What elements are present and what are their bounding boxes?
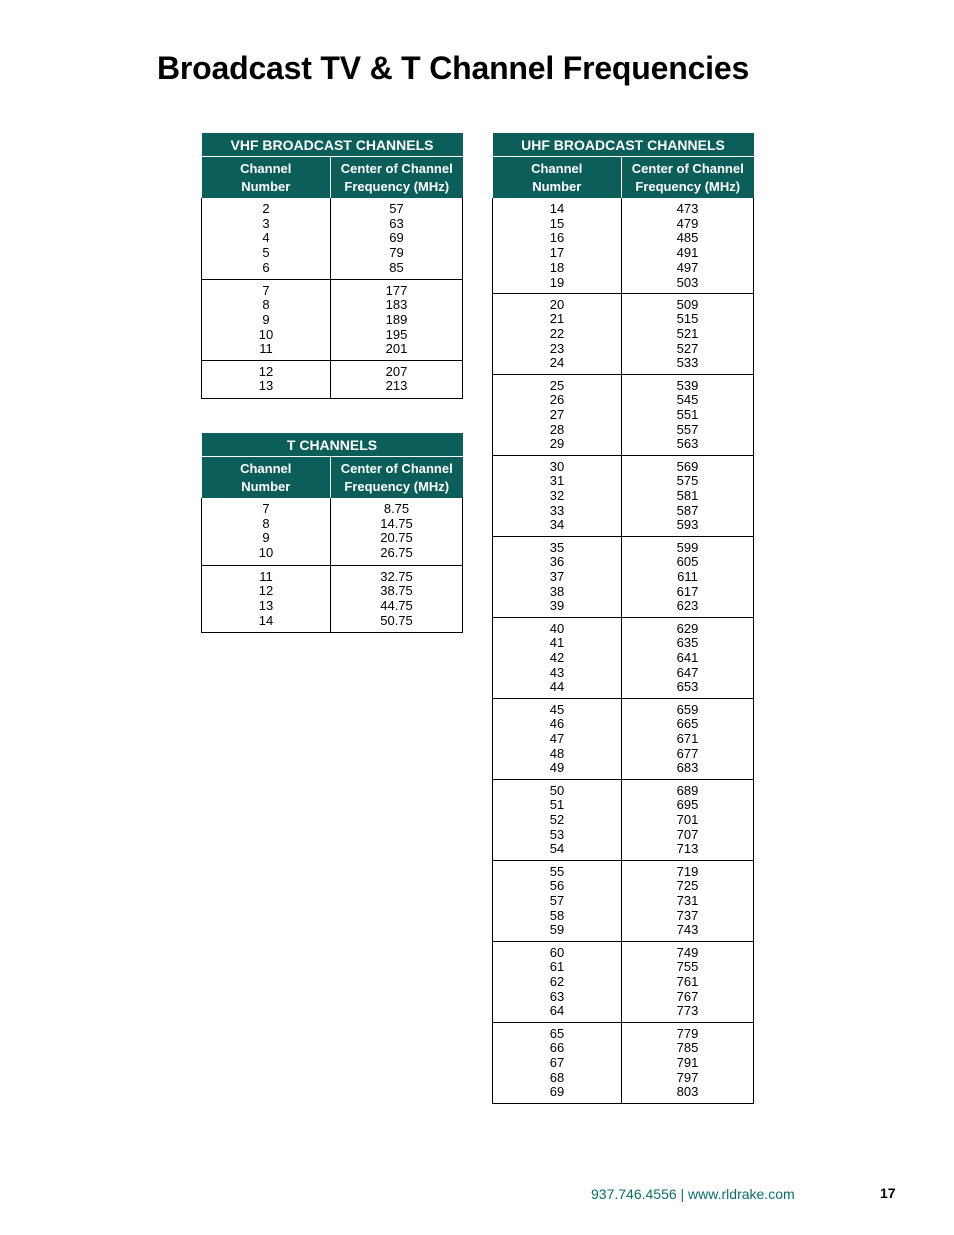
table-row [202,498,463,565]
channel-number-cell: 30 31 32 33 34 [493,455,622,536]
frequency-cell: 473 479 485 491 497 503 [622,198,754,293]
frequency-cell: 719 725 731 737 743 [622,860,754,941]
channel-number-cell: 45 46 47 48 49 [493,698,622,779]
frequency-cell: 749 755 761 767 773 [622,941,754,1022]
channel-number-cell: 2 3 4 5 6 [202,198,331,279]
frequency-cell: 207 213 [331,360,463,398]
channel-number-cell: 11 12 13 14 [202,565,331,632]
frequency-cell: 177 183 189 195 201 [331,279,463,360]
footer-contact: 937.746.4556 | www.rldrake.com [591,1186,795,1202]
table-row [493,860,754,941]
channel-number-cell: 14 15 16 17 18 19 [493,198,622,293]
frequency-cell: 8.75 14.75 20.75 26.75 [331,498,463,565]
channel-number-cell: 25 26 27 28 29 [493,374,622,455]
table-row [202,360,463,398]
frequency-cell: 689 695 701 707 713 [622,779,754,860]
table-row [202,565,463,632]
page-title: Broadcast TV & T Channel Frequencies [157,50,750,86]
frequency-cell: 569 575 581 587 593 [622,455,754,536]
channel-number-cell: 50 51 52 53 54 [493,779,622,860]
page-number: 17 [880,1185,896,1201]
table-row [493,374,754,455]
vhf-col-frequency-header: Center of Channel Frequency (MHz) [331,157,463,199]
table-row [493,536,754,617]
channel-number-cell: 7 8 9 10 11 [202,279,331,360]
t-channels-table [201,433,463,633]
table-row [493,617,754,698]
table-row [202,279,463,360]
channel-number-cell: 7 8 9 10 [202,498,331,565]
frequency-cell: 779 785 791 797 803 [622,1022,754,1103]
table-row [493,779,754,860]
frequency-cell: 539 545 551 557 563 [622,374,754,455]
table-row [493,293,754,374]
table-row [493,698,754,779]
channel-number-cell: 60 61 62 63 64 [493,941,622,1022]
vhf-table-title: VHF BROADCAST CHANNELS [202,133,463,157]
uhf-channels-table [492,133,754,1104]
uhf-table-title: UHF BROADCAST CHANNELS [493,133,754,157]
table-row [493,941,754,1022]
frequency-cell: 599 605 611 617 623 [622,536,754,617]
frequency-cell: 32.75 38.75 44.75 50.75 [331,565,463,632]
uhf-col-frequency-header: Center of Channel Frequency (MHz) [622,157,754,199]
t-col-channel-header: Channel Number [202,457,331,499]
frequency-cell: 659 665 671 677 683 [622,698,754,779]
t-col-frequency-header: Center of Channel Frequency (MHz) [331,457,463,499]
vhf-col-channel-header: Channel Number [202,157,331,199]
channel-number-cell: 65 66 67 68 69 [493,1022,622,1103]
channel-number-cell: 35 36 37 38 39 [493,536,622,617]
table-row [493,198,754,293]
frequency-cell: 629 635 641 647 653 [622,617,754,698]
vhf-channels-table [201,133,463,399]
t-table-title: T CHANNELS [202,433,463,457]
channel-number-cell: 55 56 57 58 59 [493,860,622,941]
uhf-col-channel-header: Channel Number [493,157,622,199]
table-row [493,455,754,536]
channel-number-cell: 20 21 22 23 24 [493,293,622,374]
frequency-cell: 509 515 521 527 533 [622,293,754,374]
channel-number-cell: 40 41 42 43 44 [493,617,622,698]
channel-number-cell: 12 13 [202,360,331,398]
table-row [493,1022,754,1103]
table-row [202,198,463,279]
frequency-cell: 57 63 69 79 85 [331,198,463,279]
